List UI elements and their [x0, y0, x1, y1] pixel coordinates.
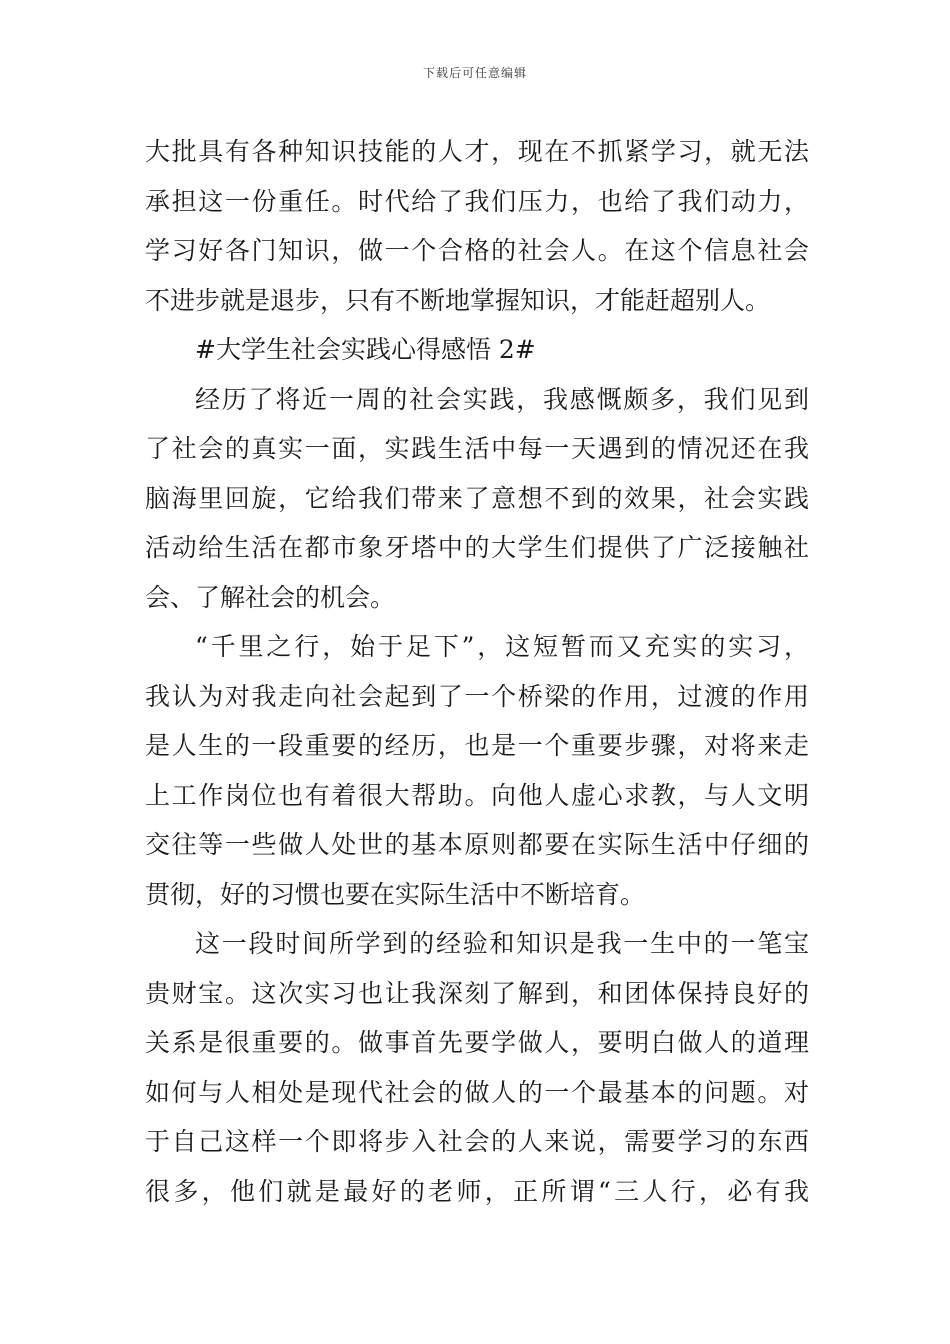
- text-line: 不进步就是退步，只有不断地掌握知识，才能赶超别人。: [145, 285, 771, 315]
- text-line: 贯彻，好的习惯也要在实际生活中不断培育。: [145, 879, 646, 909]
- text-line: 于自己这样一个即将步入社会的人来说，需要学习的东西: [145, 1127, 809, 1156]
- text-line: 如何与人相处是现代社会的做人的一个最基本的问题。对: [145, 1077, 809, 1107]
- paragraph-first-line: “千里之行，始于足下”，这短暂而又充实的实习，: [195, 632, 809, 661]
- text-line: 贵财宝。这次实习也让我深刻了解到，和团体保持良好的: [145, 978, 809, 1008]
- page-header: 下载后可任意编辑: [422, 66, 527, 80]
- text-line: 很多，他们就是最好的老师，正所谓“三人行，必有我: [145, 1176, 809, 1206]
- text-line: 学习好各门知识，做一个合格的社会人。在这个信息社会: [145, 236, 809, 265]
- text-line: 我认为对我走向社会起到了一个桥梁的作用，过渡的作用: [145, 681, 809, 711]
- text-line: 大批具有各种知识技能的人才，现在不抓紧学习，就无法: [145, 137, 809, 166]
- text-line: 了社会的真实一面，实践生活中每一天遇到的情况还在我: [145, 434, 809, 463]
- text-line: 是人生的一段重要的经历，也是一个重要步骤，对将来走: [145, 731, 809, 760]
- paragraph-first-line: 经历了将近一周的社会实践，我感慨颇多，我们见到: [195, 384, 809, 414]
- text-line: 交往等一些做人处世的基本原则都要在实际生活中仔细的: [145, 830, 809, 859]
- text-line: 会、了解社会的机会。: [145, 582, 396, 612]
- text-line: 上工作岗位也有着很大帮助。向他人虚心求教，与人文明: [145, 780, 809, 810]
- paragraph-first-line: 这一段时间所学到的经验和知识是我一生中的一笔宝: [195, 929, 809, 958]
- section-heading: #大学生社会实践心得感悟 2#: [195, 335, 536, 364]
- document-body: [145, 127, 809, 1216]
- text-line: 关系是很重要的。做事首先要学做人，要明白做人的道理: [145, 1028, 809, 1057]
- text-line: 承担这一份重任。时代给了我们压力，也给了我们动力，: [145, 186, 809, 216]
- text-line: 活动给生活在都市象牙塔中的大学生们提供了广泛接触社: [145, 533, 809, 562]
- text-line: 脑海里回旋，它给我们带来了意想不到的效果，社会实践: [145, 483, 809, 513]
